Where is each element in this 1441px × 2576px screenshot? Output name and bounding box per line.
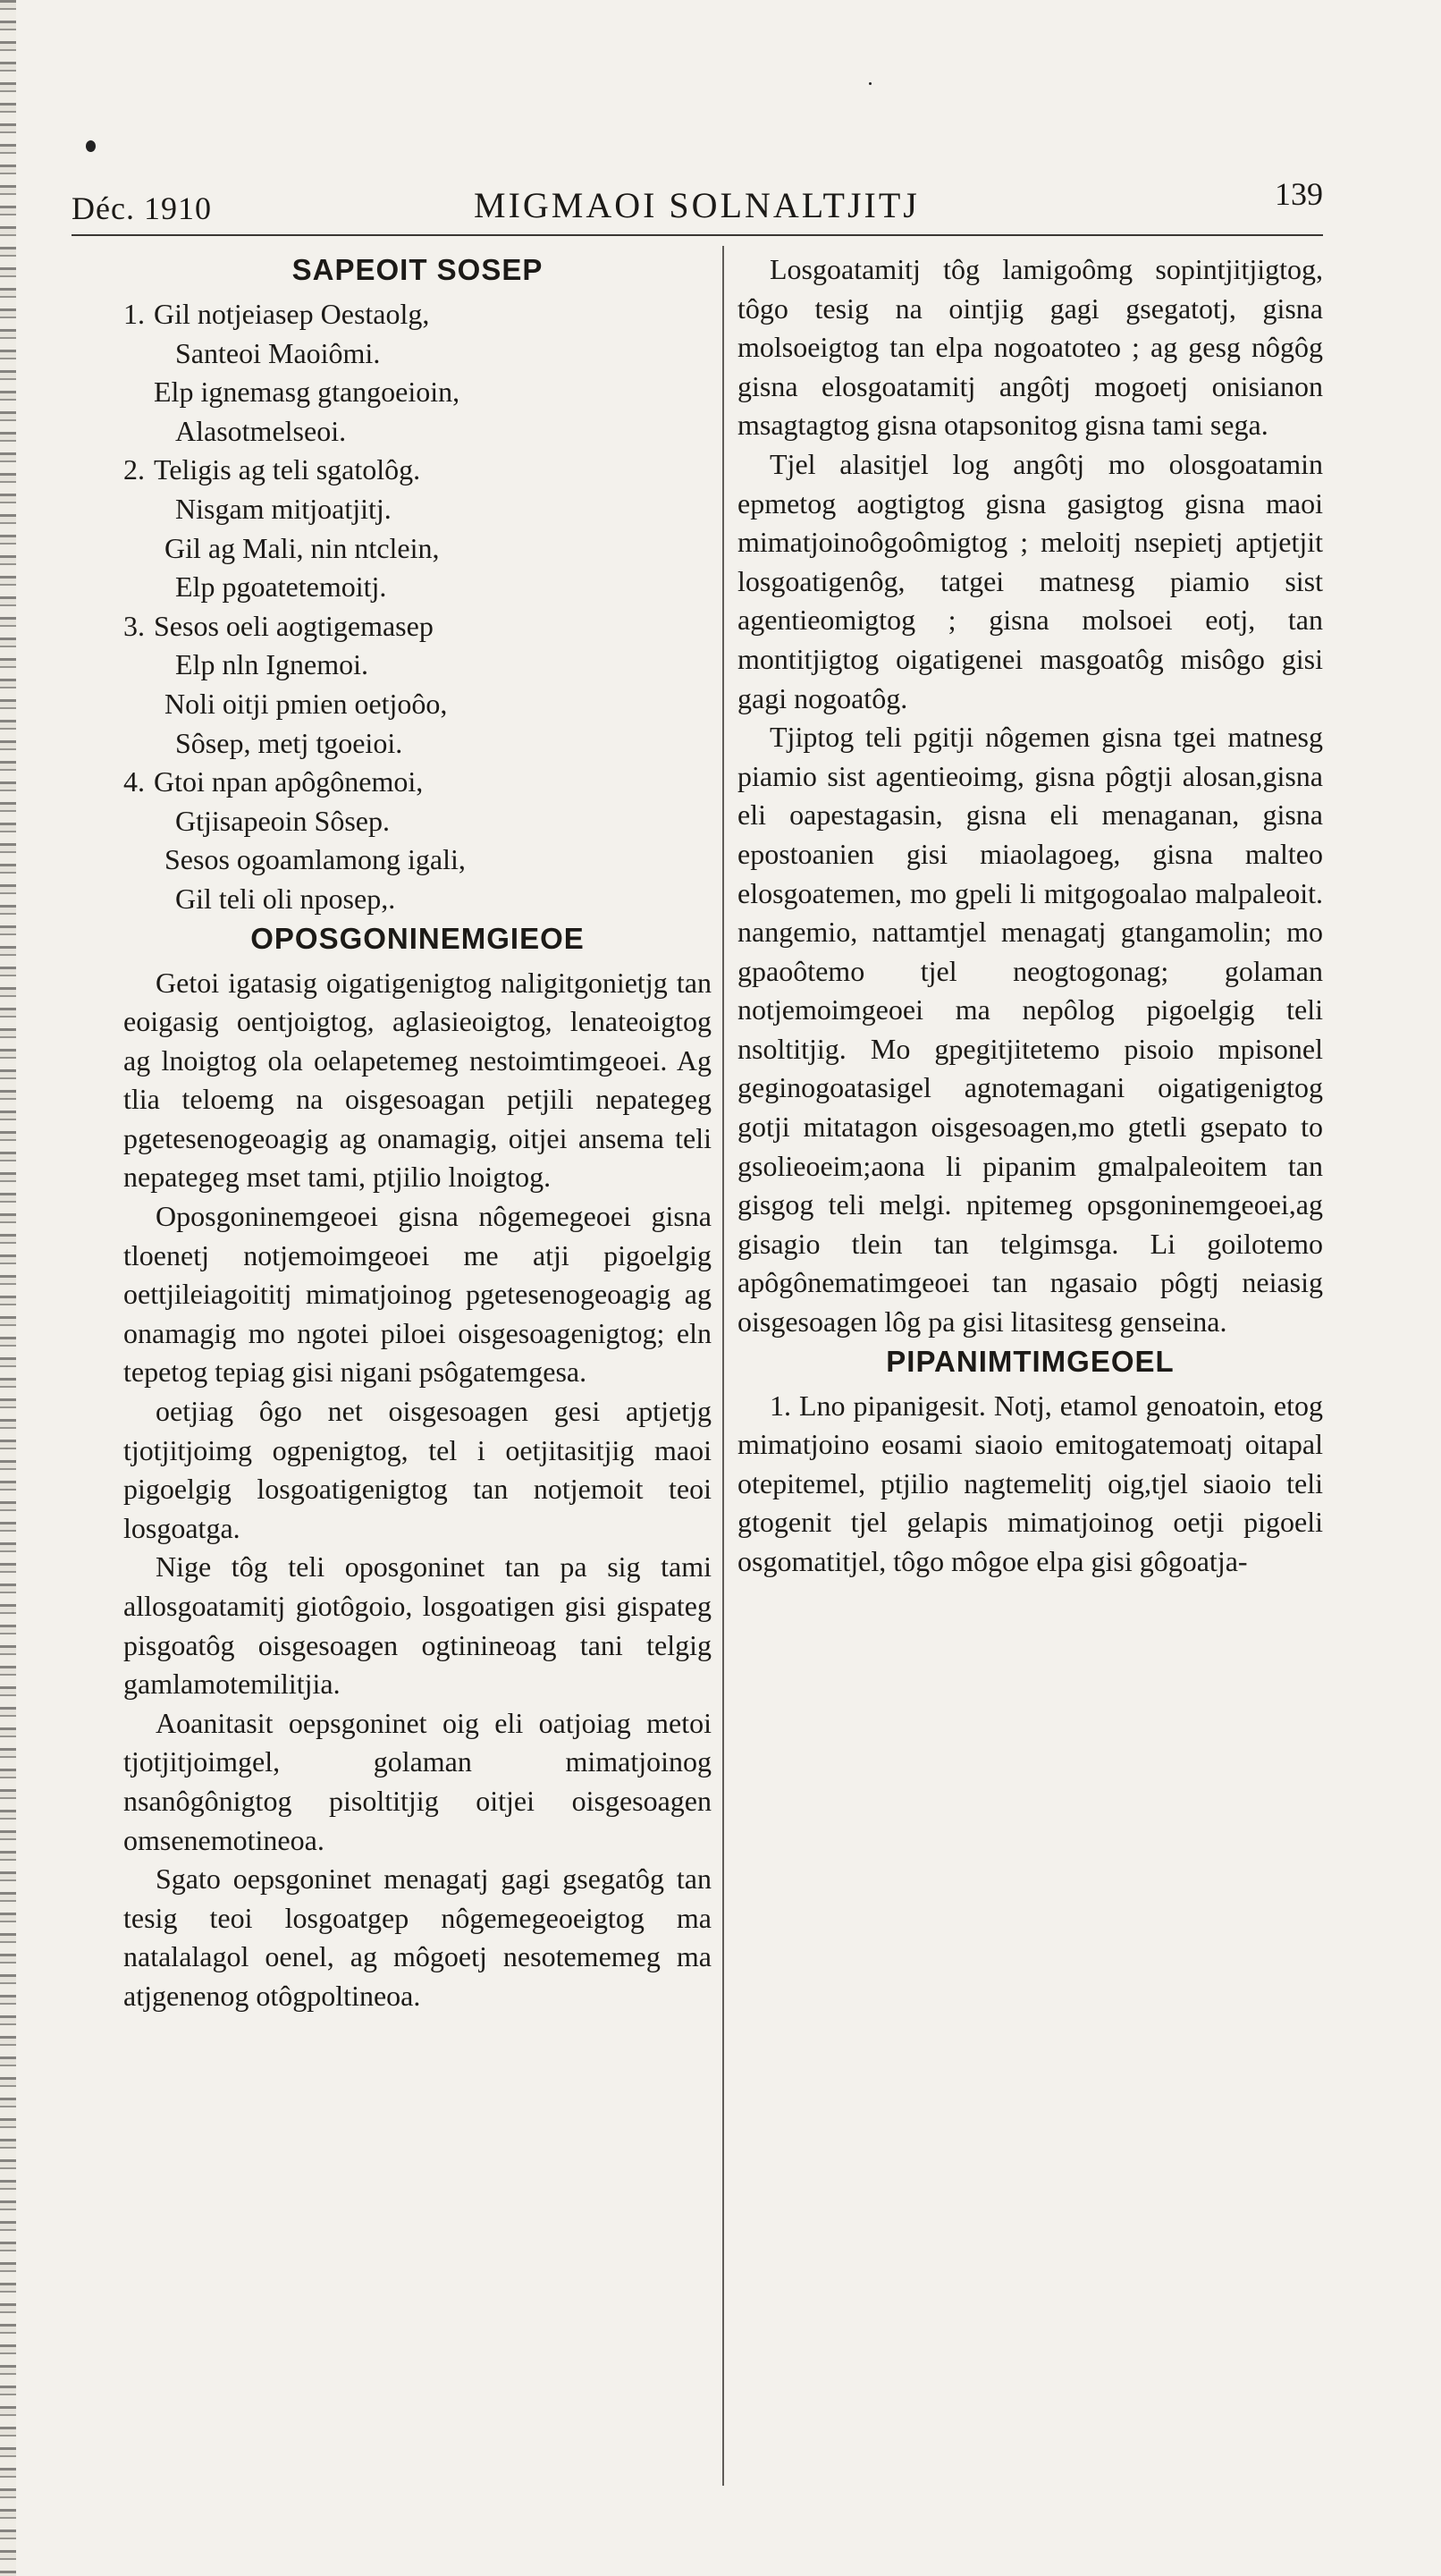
stanza-number: 3. [123,609,145,642]
verse-line: Gtjisapeoin Sôsep. [175,804,390,837]
verse-line: 4. Gtoi npan apôgônemoi, [123,763,712,802]
body-paragraph: Getoi igatasig oigatigenigtog naligitgonietjg tan eoigasig oentjoigtog, aglasieoigtog, lenateoigtog ag lnoigtog ola oelapetemeg nestoimtimgeoei. Ag tlia teloemg na oisgesoagan petjili nepategeg pgetesenogeoagig ag onamagig, oitjei ansema teli nepategeg mset tami, ptjilio lnoigtog. [123,966,712,1194]
scanned-page-edge [0,0,16,2576]
verse-line: Elp nln Ignemoi. [175,648,368,681]
right-column [737,250,1323,1582]
hymn-stanza [123,451,712,606]
verse-line: Gil teli oli nposep,. [175,882,396,915]
verse-line: Elp ignemasg gtangoeioin, [154,376,460,409]
running-head [72,175,1323,229]
hymn-title: SAPEOIT SOSEP [291,253,544,286]
body-paragraph: Tjel alasitjel log angôtj mo olosgoatamin epmetog aogtigtog gisna gasigtog gisna maoi mimatjoinoôgoômigtog ; meloitj nsepietj aptjetjit losgoatigenôg, tatgei matnesg piamio sist agentieomigtog ; gisna molsoei eotj, tan montitjigtog oigatigenei masgoatôg misôgo gisi gagi nogoatôg. [737,447,1323,714]
journal-title: MIGMAOI SOLNALTJITJ [474,185,920,225]
verse-line: Nisgam mitjoatjitj. [175,492,392,525]
header-rule [72,234,1323,236]
verse-line: Sôsep, metj tgoeioi. [175,726,403,759]
page-number: 139 [1275,176,1323,212]
body-paragraph: Nige tôg teli oposgoninet tan pa sig tami allosgoatamitj giotôgoio, losgoatigen gisi gispateg pisgoatôg oisgesoagen ogtinineoag tani telgig gamlamotemilitjia. [123,1550,712,1701]
hymn-stanza [123,607,712,763]
stanza-number: 2. [123,453,145,486]
body-paragraph: Oposgoninemgeoei gisna nôgemegeoei gisna tloenetj notjemoimgeoei me atji pigoelgig oettjileiagoititj mimatjoinog pgetesenogeoagig ag onamagig mo ngotei piloei oisgesoagenigtog; eln tepetog tepiag gisi nigani psôgatemgesa. [123,1200,712,1389]
stanza-number: 4. [123,765,145,798]
verse-line: Santeoi Maoiômi. [175,336,381,369]
hymn-stanza [123,295,712,451]
column-divider [722,246,724,2486]
issue-date: Déc. 1910 [72,190,212,226]
verse-line: Gil ag Mali, nin ntclein, [164,531,440,564]
body-paragraph: Losgoatamitj tôg lamigoômg sopintjitjigtog, tôgo tesig na ointjig gagi gsegatotj, gisna molsoeigtog tan elpa nogoatoteo ; ag gesg nôgôg gisna elosgoatamitj angôtj mogoetj onisianon msagtagtog gisna otapsonitog gisna tami sega. [737,253,1323,442]
verse-line: 1. Gil notjeiasep Oestaolg, [123,295,712,334]
verse-line: Elp pgoatetemoitj. [175,570,387,604]
left-column [123,250,712,2016]
verse-line: 2. Teligis ag teli sgatolôg. [123,451,712,490]
ink-speck [86,140,96,152]
body-paragraph: Aoanitasit oepsgoninet oig eli oatjoiag metoi tjotjitjoimgel, golaman mimatjoinog nsanôgônigtog pisoltitjig oitjei oisgesoagen omsenemotineoa. [123,1706,712,1856]
body-paragraph: oetjiag ôgo net oisgesoagen gesi aptjetjg tjotjitjoimg ogpenigtog, tel i oetjitasitjig maoi pigoelgig losgoatigenigtog tan notjemoit teoi losgoatga. [123,1395,712,1544]
hymn-stanza [123,763,712,918]
verse-line: Sesos ogoamlamong igali, [164,843,466,876]
verse-line: Noli oitji pmien oetjoôo, [164,687,448,720]
section-title: OPOSGONINEMGIEOE [250,921,585,955]
verse-line: 3. Sesos oeli aogtigemasep [123,607,712,646]
verse-line: Alasotmelseoi. [175,414,347,447]
body-paragraph: Tjiptog teli pgitji nôgemen gisna tgei matnesg piamio sist agentieoimg, gisna pôgtji alosan,gisna eli oapestagasin, gisna eli menaganan, gisna epostoanien gisi miaolagoeg, gisna malteo elosgoatemen, mo gpeli li mitgogoalao malpaleoit. nangemio, nattamtjel menagatj gtangamolin; mo gpaoôtemo tjel neogtogonag; golaman notjemoimgeoei ma nepôlog pigoelgig teli nsoltitjig. Mo gpegitjitetemo pisoio mpisonel geginogoatasigel agnotemagani oigatigenigtog gotji mitatagon oisgesoagen,mo gtetli gsepato to gsolieoeim;aona li pipanim gmalpaleoitem tan gisgog teli melgi. npitemeg opsgoninemgeoei,ag gisagio tlein tan telgimsga. Li goilotemo apôgônematimgeoei tan ngasaio pôgtj neiasig oisgesoagen lôg pa gisi litasitesg genseina. [737,721,1323,1339]
ink-speck [869,82,872,85]
body-paragraph: Sgato oepsgoninet menagatj gagi gsegatôg tan tesig teoi losgoatgep nôgemegeoeigtog ma natalalagol oenel, ag môgoetj nesotememeg ma atjgenenog otôgpoltineoa. [123,1862,712,2012]
section-title: PIPANIMTIMGEOEL [886,1344,1175,1378]
body-paragraph: 1. Lno pipanigesit. Notj, etamol genoatoin, etog mimatjoino eosami siaoio emitogatemoatj oitapal otepitemel, ptjilio nagtemelitj oig,tjel siaoio teli gtogenit tjel gelapis mimatjoinog oetji pigoeli osgomatitjel, tôgo môgoe elpa gisi gôgoatja- [737,1389,1323,1577]
stanza-number: 1. [123,298,145,330]
